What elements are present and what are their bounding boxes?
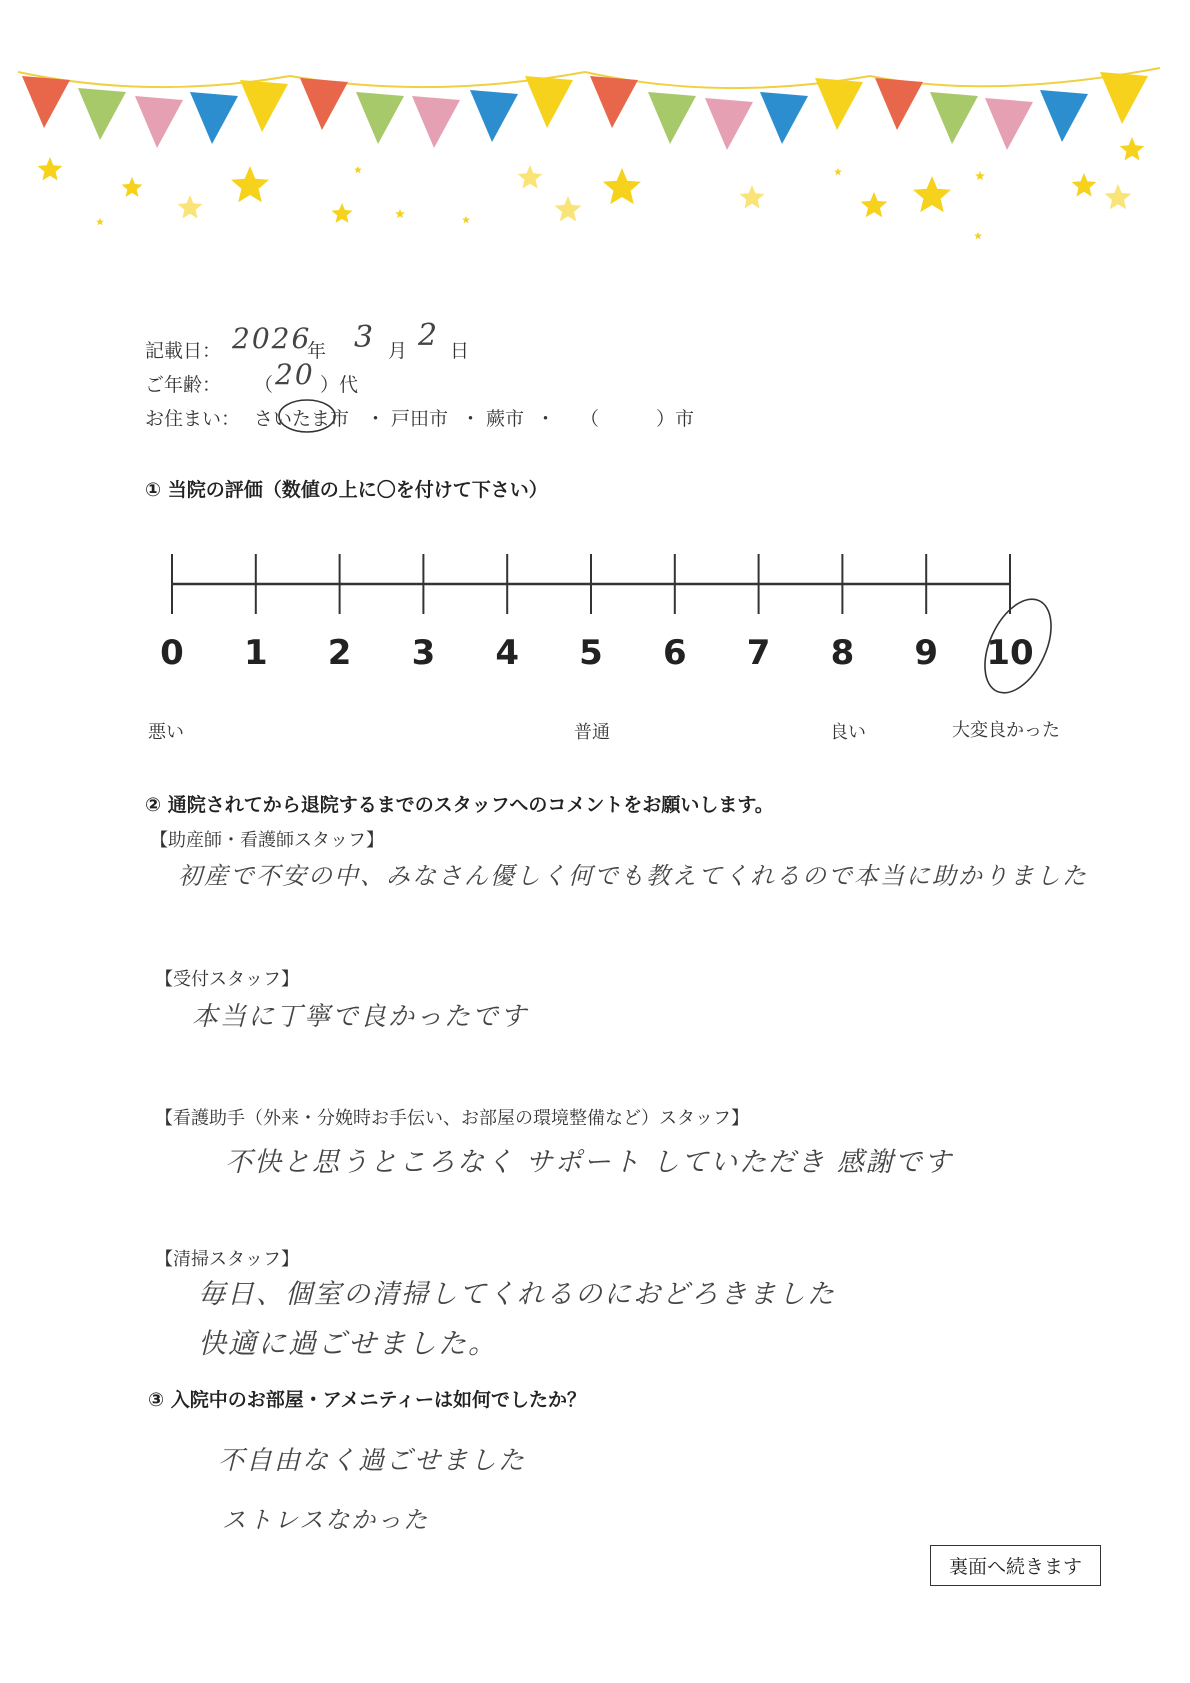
date-label: 記載日：	[145, 340, 222, 362]
star-icon	[913, 176, 951, 212]
residence-sep-2: ・	[461, 408, 481, 430]
flag-group	[22, 72, 1148, 150]
scale-tick-label: 0	[160, 633, 184, 673]
day-unit: 日	[450, 340, 470, 362]
star-icon	[518, 165, 543, 189]
residence-sep-3: ・	[536, 408, 556, 430]
bunting-flag	[135, 96, 183, 148]
bunting-flag	[705, 98, 753, 150]
scale-tick-label: 5	[579, 633, 603, 673]
bunting-flag	[78, 88, 126, 140]
star-icon	[38, 157, 63, 181]
scale-tick-label: 4	[495, 633, 520, 673]
cleaning-comment-line-2: 快適に過ごせました。	[198, 1327, 499, 1360]
star-icon	[1120, 137, 1145, 161]
age-value: 20	[275, 358, 315, 391]
scale-tick-label: 3	[411, 633, 436, 673]
star-icon	[332, 203, 353, 223]
star-icon	[555, 196, 582, 221]
bunting-flag	[930, 92, 978, 144]
residence-option-warabi: 蕨市	[486, 408, 525, 430]
comments-title: ② 通院されてから退院するまでのスタッフへのコメントをお願いします。	[145, 794, 774, 816]
midwife-label: 【助産師・看護師スタッフ】	[150, 830, 384, 851]
residence-option-saitama: さいたま市	[254, 408, 350, 430]
bunting-flag	[525, 76, 573, 128]
anchor-good: 良い	[830, 722, 866, 743]
bunting-flag	[875, 78, 923, 130]
reception-comment: 本当に丁寧で良かったです	[192, 1002, 529, 1032]
star-icon	[974, 232, 982, 239]
scale-tick-label: 6	[662, 633, 687, 673]
bunting-flag	[1040, 90, 1088, 142]
date-month-value: 3	[354, 320, 376, 355]
bunting-flag	[648, 92, 696, 144]
date-row	[145, 336, 221, 363]
date-year-value: 2026	[232, 322, 312, 355]
midwife-comment: 初産で不安の中、みなさん優しく何でも教えてくれるので本当に助かりました	[178, 862, 1088, 890]
star-icon	[178, 195, 203, 219]
bunting-flag	[240, 80, 288, 132]
star-icon	[740, 185, 765, 209]
month-unit: 月	[388, 340, 408, 362]
star-icon	[96, 218, 104, 225]
continue-on-back-box	[930, 1545, 1101, 1586]
bunting-flag	[356, 92, 404, 144]
residence-option-other: （ ）市	[580, 408, 695, 430]
residence-option-toda: 戸田市	[391, 408, 449, 430]
star-icon	[231, 166, 269, 202]
bunting-flag	[300, 78, 348, 130]
star-icon	[1072, 173, 1097, 197]
star-icon	[861, 192, 888, 217]
bunting-flag	[22, 76, 70, 128]
star-icon	[603, 168, 641, 204]
bunting-flag	[412, 96, 460, 148]
rating-scale	[150, 540, 1070, 710]
residence-selection-circle	[276, 396, 338, 436]
bunting-flag	[1100, 72, 1148, 124]
star-icon	[395, 209, 405, 218]
rating-title: ① 当院の評価（数値の上に〇を付けて下さい）	[145, 479, 548, 501]
year-unit: 年	[307, 340, 327, 362]
bunting-flag	[470, 90, 518, 142]
scale-tick-label: 9	[914, 633, 939, 673]
residence-sep-1: ・	[366, 408, 386, 430]
star-group	[38, 137, 1145, 239]
reception-label: 【受付スタッフ】	[155, 969, 299, 990]
room-title: ③ 入院中のお部屋・アメニティーは如何でしたか？	[148, 1389, 587, 1411]
anchor-bad: 悪い	[148, 722, 184, 743]
assistant-comment: 不快と思うところなく サポート していただき 感謝です	[225, 1147, 953, 1178]
bunting-flag	[815, 78, 863, 130]
assistant-label: 【看護助手（外来・分娩時お手伝い、お部屋の環境整備など）スタッフ】	[155, 1108, 749, 1129]
residence-label: お住まい：	[145, 408, 241, 430]
cleaning-comment-line-1: 毎日、個室の清掃してくれるのにおどろきました	[198, 1279, 836, 1310]
date-day-value: 2	[418, 318, 440, 353]
star-icon	[354, 166, 362, 173]
star-icon	[1105, 184, 1132, 209]
anchor-normal: 普通	[574, 722, 610, 743]
scale-tick-label: 8	[830, 633, 855, 673]
age-open: （	[254, 374, 274, 396]
bunting-flag	[590, 76, 638, 128]
star-icon	[975, 171, 985, 180]
room-comment-line-2: ストレスなかった	[222, 1506, 430, 1534]
bunting-flag	[190, 92, 238, 144]
bunting-flags	[18, 68, 1160, 88]
cleaning-label: 【清掃スタッフ】	[155, 1249, 299, 1270]
scale-tick-label: 7	[746, 633, 771, 673]
bunting-flag	[985, 98, 1033, 150]
anchor-very-good: 大変良かった	[952, 720, 1060, 741]
bunting-flag	[760, 92, 808, 144]
bunting-decoration	[0, 0, 1190, 260]
continue-on-back-text: 裏面へ続きます	[949, 1556, 1083, 1578]
star-icon	[122, 177, 143, 197]
scale-tick-label: 2	[327, 633, 352, 673]
age-close: ）代	[320, 374, 359, 396]
star-icon	[462, 216, 470, 223]
scale-tick-label: 10	[986, 633, 1034, 673]
star-icon	[834, 168, 842, 175]
age-label: ご年齢：	[145, 374, 222, 396]
room-comment-line-1: 不自由なく過ごせました	[218, 1446, 527, 1476]
scale-tick-label: 1	[243, 633, 268, 673]
